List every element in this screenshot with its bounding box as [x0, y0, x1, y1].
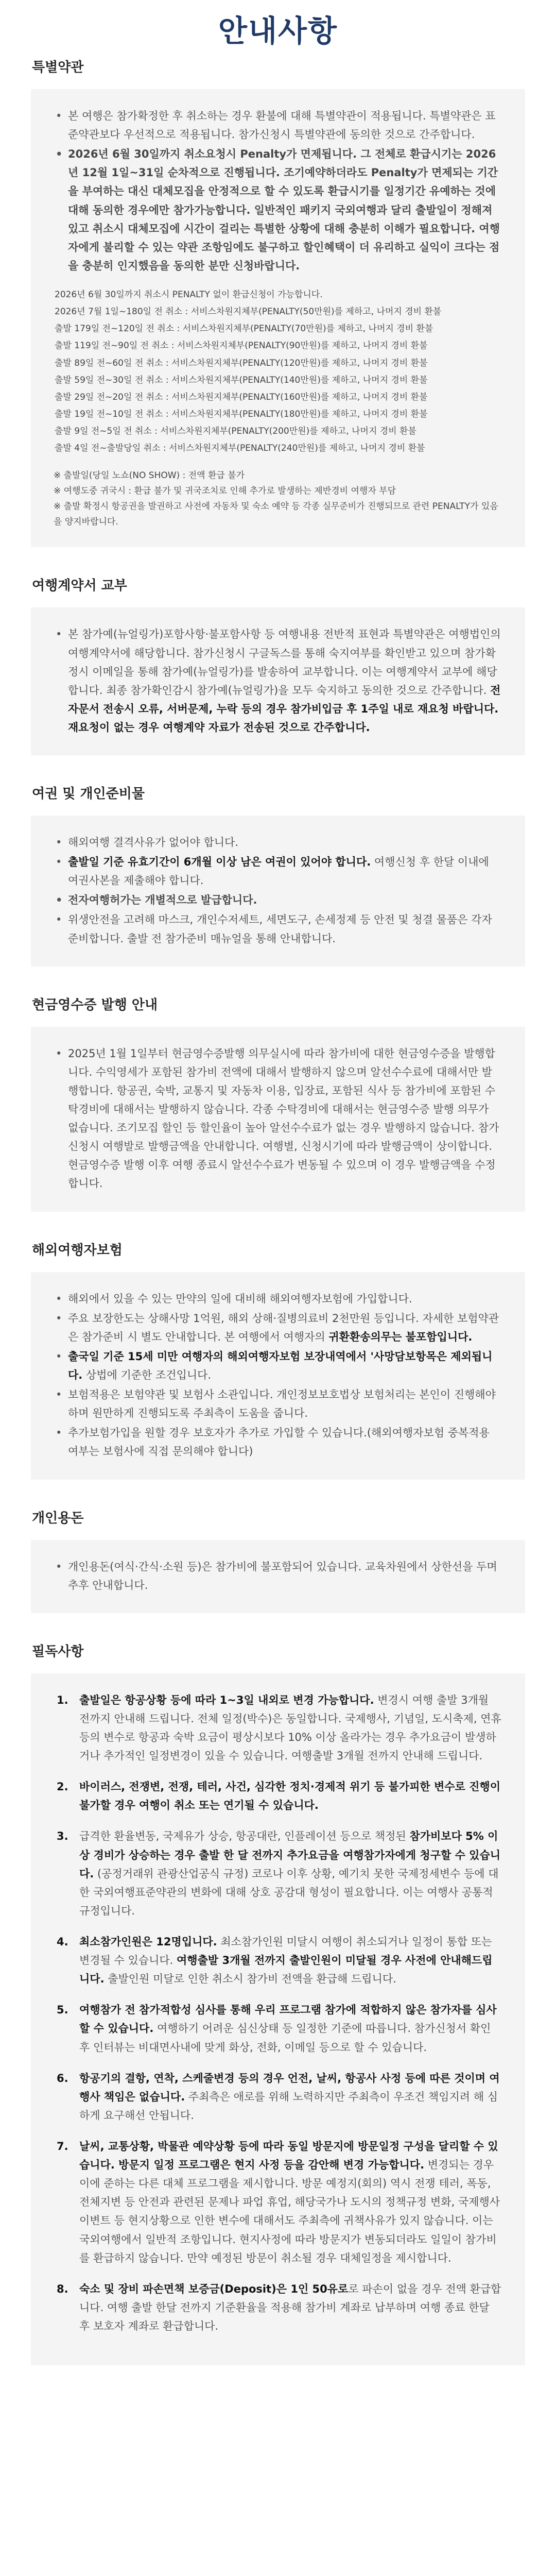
- bullet-text-bold: 전자문서 전송시 오류, 서버문제, 누락 등의 경우 참가비입금 후 1주일 내로 재요청 바랍니다. 재요청이 없는 경우 여행계약 자료가 전송된 것으로 간주합니다.: [68, 684, 501, 734]
- insurance-box: [31, 1272, 525, 1480]
- notice-item: [54, 2001, 502, 2056]
- section-heading: 필독사항: [32, 1643, 84, 1659]
- bullet-item: [54, 853, 502, 890]
- bullet-item: • 해외여행 결격사유가 없어야 합니다.: [54, 833, 502, 852]
- notice-item: [54, 2137, 502, 2267]
- insurance-section: [31, 1240, 525, 1480]
- notice-number: 6.: [57, 2072, 68, 2084]
- schedule-line: 출발 4일 전~출발당일 취소 : 서비스차원지체부(PENALTY(240만원)를 제하고, 나머지 경비 환불: [55, 443, 425, 454]
- notice-bold: 최소참가인원은 12명입니다.: [79, 1935, 217, 1948]
- notice-text: 급격한 환율변동, 국제유가 상승, 항공대란, 인플레이션 등으로 책정된: [79, 1830, 410, 1843]
- section-heading: 현금영수증 발행 안내: [32, 997, 158, 1013]
- special-terms-section: [31, 57, 525, 547]
- notice-number: 5.: [57, 2004, 68, 2016]
- schedule-line: 출발 29일 전~20일 전 취소 : 서비스차원지체부(PENALTY(160만원)를 제하고, 나머지 경비 환불: [55, 392, 428, 402]
- notice-item: [54, 1691, 502, 1765]
- notice-text: 변경시 여행 출발 3개월 전까지 안내해 드립니다. 전체 일정(박수)은 동일합니다. 국제행사, 기념일, 도시축제, 연휴 등의 변수로 항공과 숙박 요금이 평상시보다 10% 이상 올라가는 경우 추가요금이 발생하거나 추가적인 일정변경이 있을 수 있습니다. 여행출발 3개월 전까지 안내해 드립니다.: [79, 1693, 501, 1762]
- bullet-text-bold: 귀환환송의무는 불포함입니다.: [328, 1330, 473, 1343]
- notice-text: 로 파손이 없을 경우 전액 환급합니다. 여행 출발 한달 전까지 기준환율을 적용해 참가비 계좌로 납부하며 여행 종료 한달 후 보호자 계좌로 환급합니다.: [79, 2282, 501, 2332]
- passport-box: [31, 816, 525, 967]
- notice-bold: 여행참가 전 참가적합성 심사를 통해 우리 프로그램 참가에 적합하지 않은 참가자를 심사할 수 있습니다.: [79, 2004, 497, 2035]
- notices-section: [31, 1641, 525, 2365]
- bullet-item-bold: • 전자여행허가는 개별적으로 발급합니다.: [54, 891, 502, 909]
- schedule-line: 출발 19일 전~10일 전 취소 : 서비스차원지체부(PENALTY(180만원)를 제하고, 나머지 경비 환불: [55, 409, 428, 419]
- bullet-text-bold: 출발일 기준 유효기간이 6개월 이상 남은 여권이 있어야 합니다.: [68, 856, 371, 869]
- notice-item: [54, 2069, 502, 2125]
- notices-box: [31, 1673, 525, 2365]
- bullet-item: • 본 여행은 참가확정한 후 취소하는 경우 환불에 대해 특별약관이 적용됩니다. 특별약관은 표준약관보다 우선적으로 적용됩니다. 참가신청시 특별약관에 동의한 것으로 간주합니다.: [54, 107, 502, 144]
- note-line: ※ 여행도중 귀국시 : 환급 불가 및 귀국조치로 인해 추가로 발생하는 제반경비 여행자 부담: [54, 486, 396, 497]
- notice-text: 변경되는 경우 이에 준하는 다른 대체 프로그램을 제시합니다. 방문 예정지(회의) 역시 전쟁 테러, 폭동, 전체지변 등 안전과 관련된 문제나 파업 휴업, 해당국가나 도시의 정책규정 변화, 국제행사 이변트 등 현지상황으로 인한 변수에 대해서도 주최측에 귀책사유가 있지 않습니다. 이는 국외여행에서 일반적 조항입니다. 현지사정에 따라 방문지가 변동되더라도 일일이 참가비를 환급하지 않습니다. 만약 예정된 방문이 취소될 경우 대체일정을 제시합니다.: [79, 2159, 500, 2264]
- allowance-section: [31, 1507, 525, 1613]
- bullet-item: [54, 1347, 502, 1384]
- contract-box: [31, 607, 525, 755]
- bullet-item-bold: • 2026년 6월 30일까지 취소요청시 Penalty가 면제됩니다. 그 전체로 환급시기는 2026년 12월 1일~31일 순차적으로 진행됩니다. 조기예약하더라도 Penalty가 면제되는 기간을 부여하는 대신 대체모집을 안정적으로 할 수 있도록 환급시기를 일정기간 유예하는 것에 대해 동의한 경우에만 참가가능합니다. 일반적인 패키지 국외여행과 달리 출발일이 정해져 있고 취소시 대체모집에 시간이 걸리는 특별한 상황에 대해 충분히 이해가 필요합니다. 여행자에게 불리할 수 있는 약관 조항임에도 불구하고 할인혜택이 더 유리하고 실익이 크다는 점을 충분히 인지했음을 동의한 분만 신청바랍니다.: [54, 145, 502, 275]
- title-area: [31, 0, 525, 57]
- schedule-line: 출발 179일 전~120일 전 취소 : 서비스차원지체부(PENALTY(70만원)를 제하고, 나머지 경비 환불: [55, 324, 433, 334]
- notice-text: (공정거래위 관광산업공식 규정) 코로나 이후 상황, 예기치 못한 국제정세변수 등에 대한 국외여행표준약관의 변화에 대해 상호 공감대 형성이 필요합니다. 이는 여행사 공통적 규정입니다.: [79, 1867, 499, 1917]
- section-heading: 특별약관: [32, 60, 84, 75]
- section-heading: 해외여행자보험: [32, 1242, 123, 1258]
- notice-text: 출발인원 미달로 인한 취소시 참가비 전액을 환급해 드립니다.: [104, 1973, 396, 1986]
- page-title: 안내사항: [218, 13, 338, 48]
- notice-number: 8.: [57, 2282, 68, 2295]
- bullet-item: • 추가보험가입을 원할 경우 보호자가 추가로 가입할 수 있습니다.(해외여행자보험 중복적용 여부는 보험사에 직접 문의해야 합니다): [54, 1423, 502, 1461]
- section-heading: 여행계약서 교부: [32, 578, 127, 594]
- notice-number: 3.: [57, 1830, 68, 1843]
- bullet-text-bold: 출국일 기준 15세 미만 여행자의 해외여행자보험 보장내역에서 '사망담보항목은 제외됩니다.: [68, 1350, 493, 1382]
- notice-item: [54, 1933, 502, 1988]
- bullet-text: 상법에 기준한 조건입니다.: [82, 1369, 212, 1382]
- bullet-item: [54, 1309, 502, 1346]
- bullet-text: 여행신청 후 한달 이내에 여권사본을 제출해야 합니다.: [68, 856, 489, 887]
- notice-bold: 참가비보다 5% 이상 경비가 상승하는 경우 출발 한 달 전까지 추가요금을 여행참가자에게 청구할 수 있습니다.: [79, 1830, 501, 1880]
- schedule-line: 2026년 6월 30일까지 취소시 PENALTY 없이 환급신청이 가능합니다.: [55, 289, 323, 300]
- notice-bold: 바이러스, 전쟁변, 전쟁, 테러, 사건, 심각한 정치·경제적 위기 등 불가피한 변수로 진행이 불가할 경우 여행이 취소 또는 연기될 수 있습니다.: [79, 1781, 501, 1812]
- section-heading: 여권 및 개인준비물: [32, 786, 145, 802]
- bullet-item: • 2025년 1월 1일부터 현금영수증발행 의무실시에 따라 참가비에 대한 현금영수증을 발행합니다. 수익영세가 포함된 참가비 전액에 대해서 발행하지 않으며 알선수수료에 대해서만 발행합니다. 항공권, 숙박, 교통지 및 자동차 이용, 입장료, 포함된 식사 등 참가비에 포함된 수탁경비에 대해서는 발행하지 않습니다. 각종 수탁경비에 대해서는 현금영수증 발행 의무가 없습니다. 조기모집 할인 등 할인율이 높아 알선수수료가 없는 경우 발행하지 않습니다. 참가신청시 여행발로 발행금액을 안내합니다. 여행별, 신청시기에 따라 발행금액이 상이합니다. 현금영수증 발행 이후 여행 종료시 알선수수료가 변동될 수 있으며 이 경우 발행금액을 수정합니다.: [54, 1044, 502, 1193]
- special-terms-box: [31, 89, 525, 547]
- allowance-box: [31, 1540, 525, 1613]
- schedule-line: 출발 89일 전~60일 전 취소 : 서비스차원지체부(PENALTY(120만원)를 제하고, 나머지 경비 환불: [55, 358, 428, 368]
- notice-bold: 항공기의 결항, 연착, 스케줄변경 등의 경우 언전, 날씨, 항공사 사정 등에 따른 것이며 여행사 책임은 없습니다.: [79, 2072, 500, 2103]
- notice-number: 2.: [57, 1781, 68, 1793]
- bullet-text: 주요 보장한도는 상해사망 1억원, 해외 상해·질병의료비 2천만원 등입니다. 자세한 보험약관은 참가준비 시 별도 안내합니다. 본 여행에서 여행자의: [68, 1312, 499, 1343]
- schedule-line: 출발 59일 전~30일 전 취소 : 서비스차원지체부(PENALTY(140만원)를 제하고, 나머지 경비 환불: [55, 375, 428, 385]
- notice-number: 4.: [57, 1935, 68, 1948]
- notice-item: [54, 1777, 502, 1815]
- receipt-section: [31, 994, 525, 1212]
- notice-bold: 여행출발 3개월 전까지 출발인원이 미달될 경우 사전에 안내해드립니다.: [79, 1954, 493, 1986]
- notice-text: 최소참가인원 미달시 여행이 취소되거나 일정이 통합 또는 변경될 수 있습니다.: [79, 1935, 492, 1967]
- bullet-item: • 위생안전을 고려해 마스크, 개인수저세트, 세면도구, 손세정제 등 안전 및 청결 물품은 각자 준비합니다. 출발 전 참가준비 매뉴얼을 통해 안내합니다.: [54, 910, 502, 947]
- notice-bold: 출발일은 항공상황 등에 따라 1~3일 내외로 변경 가능합니다.: [79, 1693, 374, 1706]
- receipt-box: [31, 1027, 525, 1212]
- bullet-text: 본 참가예(뉴얼링가)포함사항·불포함사항 등 여행내용 전반적 표현과 특별약관은 여행법인의 여행계약서에 해당합니다. 참가신청시 구글독스를 통해 숙지여부를 확인받고 있으며 참가확정시 이메일을 통해 참가예(뉴얼링가)를 발송하여 교부합니다. 이는 여행계약서 교부에 해당합니다. 최종 참가확인감시 참가예(뉴얼링가)을 모두 숙지하고 동의한 것으로 간주합니다.: [68, 628, 501, 697]
- passport-section: [31, 783, 525, 967]
- penalty-schedule: [55, 286, 502, 457]
- penalty-notes: [54, 468, 502, 530]
- notice-text: 주최측은 애로를 위해 노력하지만 주최측이 우조건 책임지려 해 심하게 요구해선 안됩니다.: [79, 2090, 498, 2122]
- bullet-item: • 보험적용은 보험약관 및 보험사 소관입니다. 개인정보보호법상 보험처리는 본인이 진행해야 하며 원만하게 진행되도록 주최측이 도움을 줍니다.: [54, 1385, 502, 1422]
- schedule-line: 출발 119일 전~90일 전 취소 : 서비스차원지체부(PENALTY(90만원)를 제하고, 나머지 경비 환불: [55, 341, 428, 351]
- bullet-item: • 개인용돈(여식·간식·소원 등)은 참가비에 불포함되어 있습니다. 교육차원에서 상한선을 두며 추후 안내합니다.: [54, 1557, 502, 1595]
- notice-number: 1.: [57, 1693, 68, 1706]
- notice-number: 7.: [57, 2140, 68, 2153]
- note-line: ※ 출발 확정시 항공권을 발권하고 사전에 자동차 및 숙소 예약 등 각종 실무준비가 진행되므로 관련 PENALTY가 있음을 양지바랍니다.: [54, 501, 498, 527]
- bullet-item: [54, 625, 502, 737]
- bullet-item: • 해외에서 있을 수 있는 만약의 일에 대비해 해외여행자보험에 가입합니다.: [54, 1290, 502, 1308]
- note-line: ※ 출발일(당일 노쇼(NO SHOW) : 전액 환급 불가: [54, 470, 245, 481]
- section-heading: 개인용돈: [32, 1510, 84, 1526]
- notice-text: 여행하기 어려운 심신상태 등 일정한 기준에 따릅니다. 참가신청서 확인 후 인터뷰는 비대면사내에 맞게 화상, 전화, 이메일 등으로 할 수 있습니다.: [79, 2022, 491, 2054]
- notice-item: [54, 2280, 502, 2335]
- schedule-line: 2026년 7월 1일~180일 전 취소 : 서비스차원지체부(PENALTY(50만원)를 제하고, 나머지 경비 환불: [55, 307, 442, 317]
- notice-bold: 숙소 및 장비 파손면책 보증금(Deposit)은 1인 50유로: [79, 2282, 349, 2295]
- contract-section: [31, 575, 525, 755]
- notice-bold: 날씨, 교통상황, 박물관 예약상황 등에 따라 동일 방문지에 방문일정 구성을 달리할 수 있습니다. 방문지 일정 프로그램은 현지 사정 등을 감안해 변경 가능합니다.: [79, 2140, 498, 2172]
- schedule-line: 출발 9일 전~5일 전 취소 : 서비스차원지체부(PENALTY(200만원)를 제하고, 나머지 경비 환불: [55, 426, 416, 437]
- notice-item: [54, 1827, 502, 1920]
